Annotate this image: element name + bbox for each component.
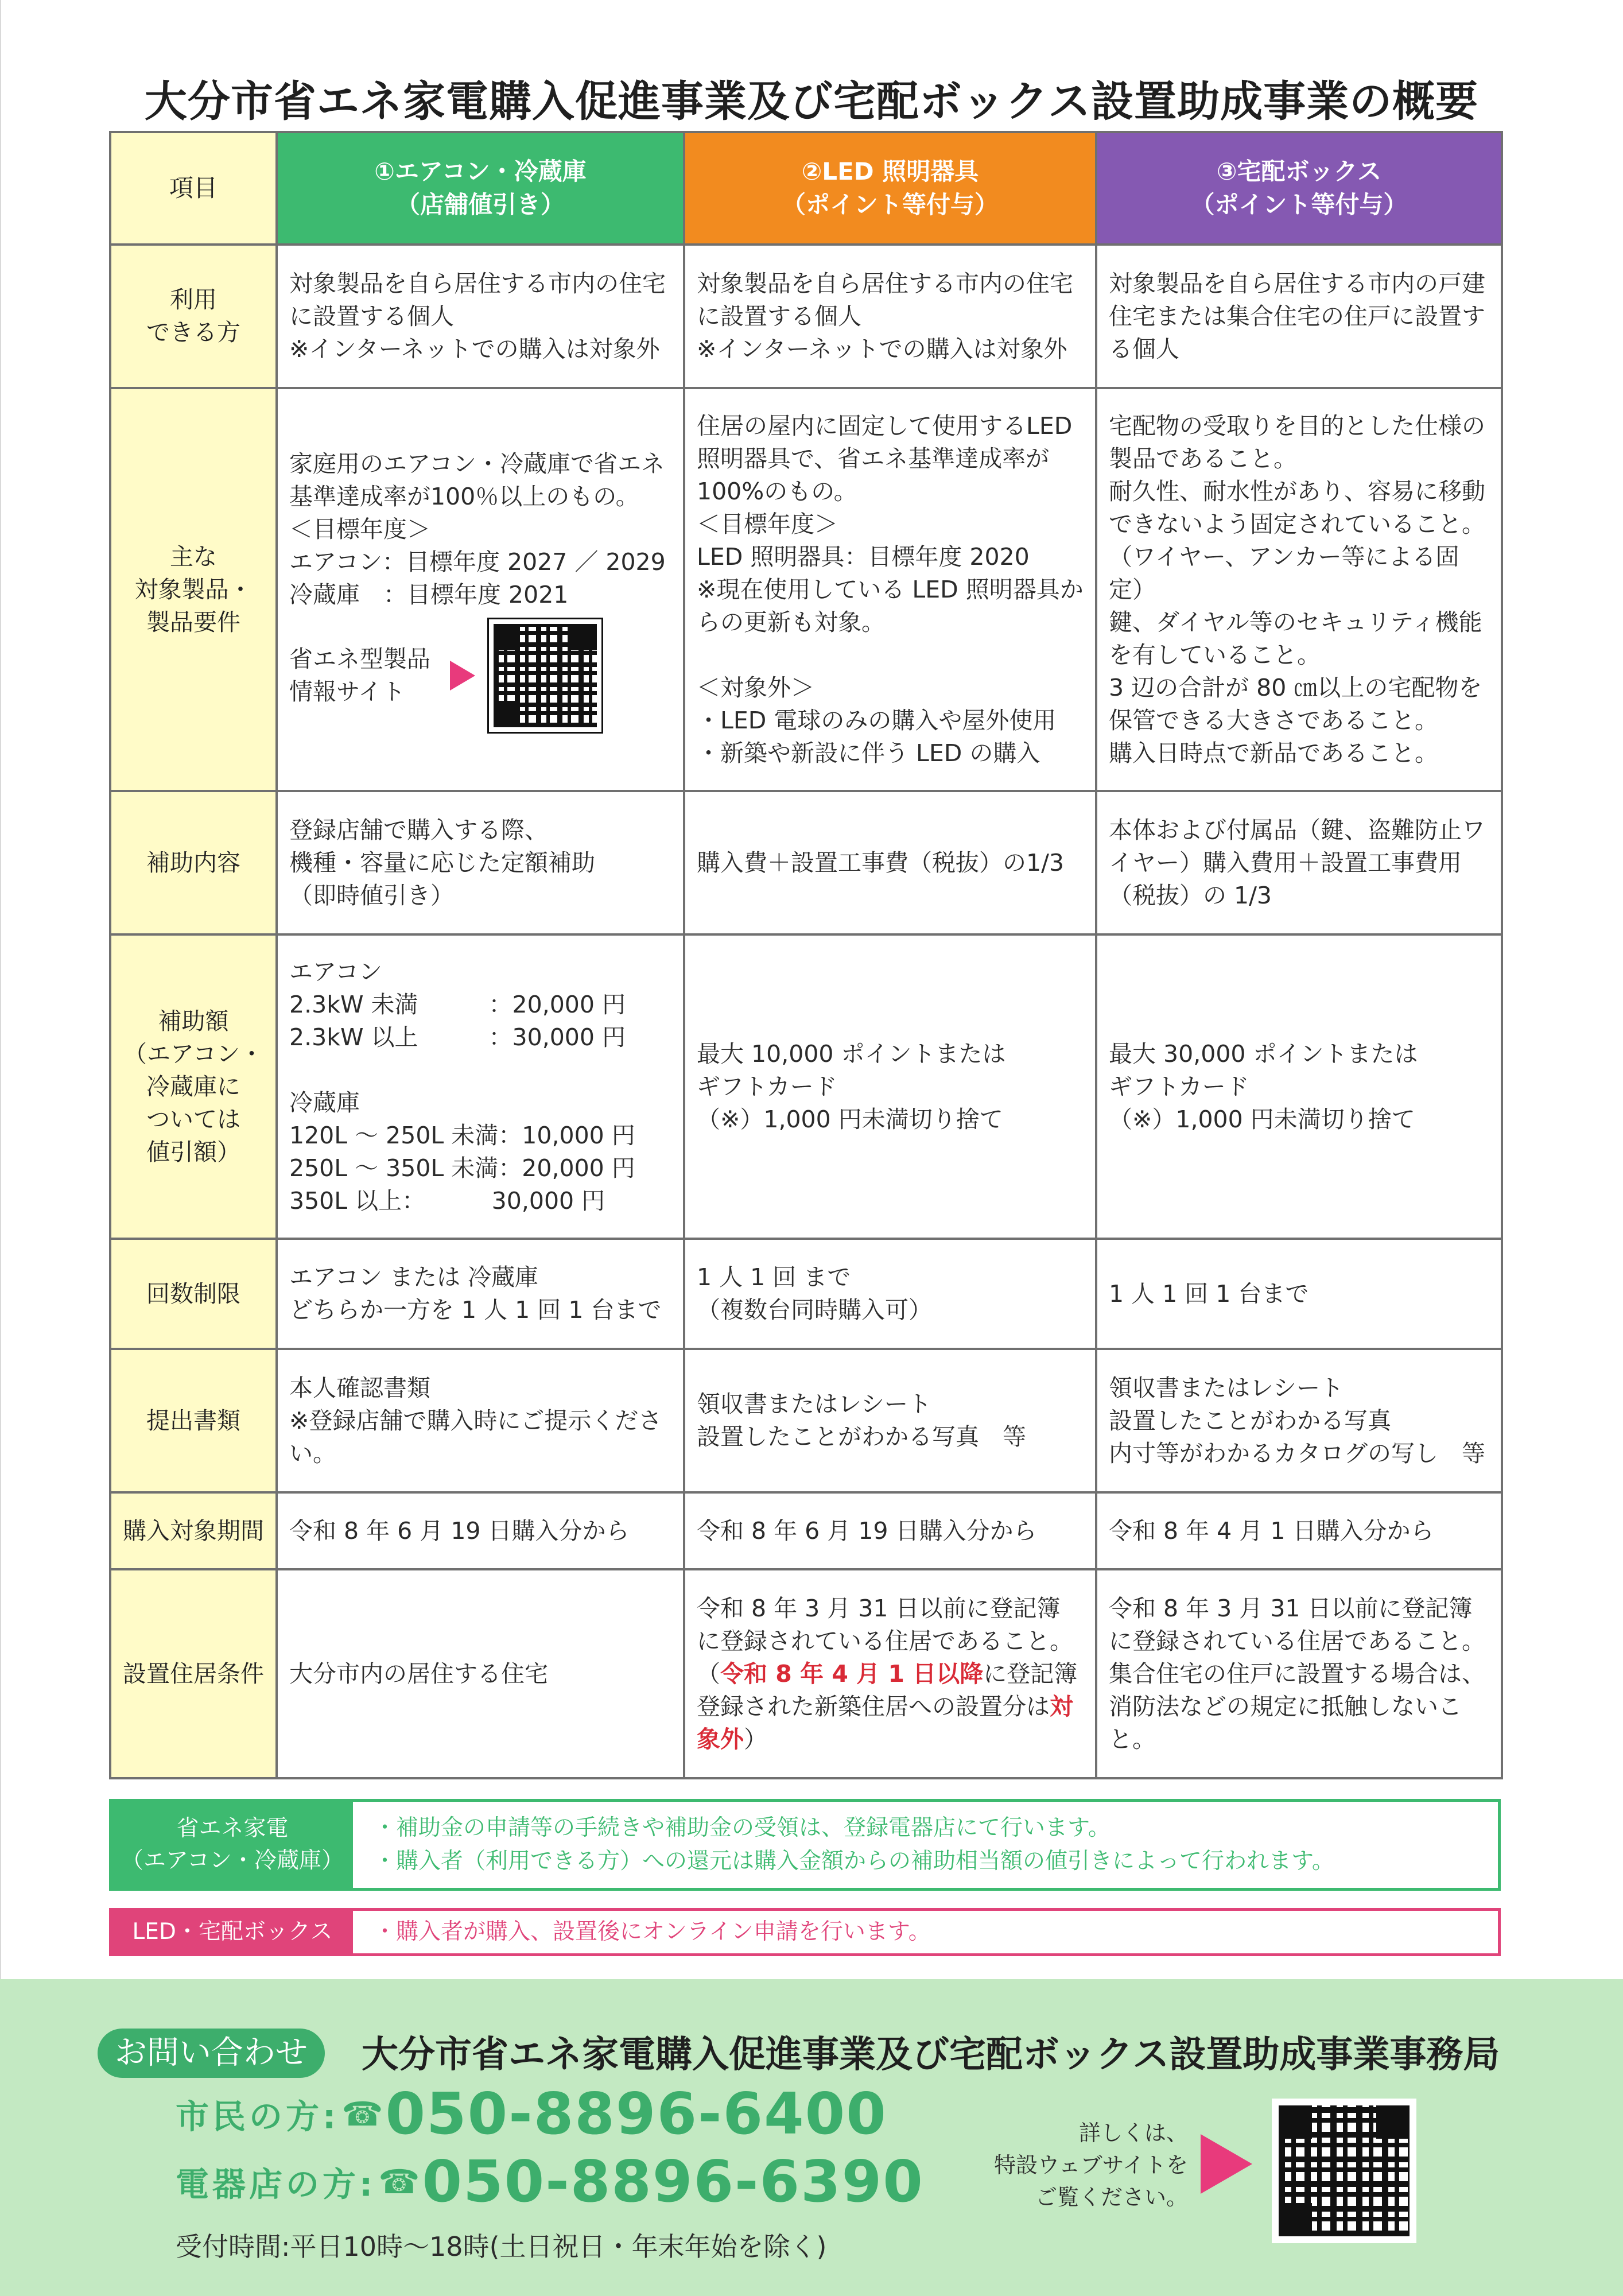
table-row bbox=[110, 388, 1502, 791]
cell-amount-aircon: エアコン 2.3kW 未満 ：20,000 円 2.3kW 以上 ：30,000 円 冷蔵庫 120L ～ 250L 未満：10,000 円 250L ～ 350L 未満：20,000 円 350L 以上： 30,000 円 bbox=[277, 934, 684, 1239]
residence-led-text-c: ） bbox=[744, 1725, 767, 1753]
header-delivery-box: ③宅配ボックス （ポイント等付与） bbox=[1096, 132, 1502, 245]
row-label-limit: 回数制限 bbox=[110, 1239, 277, 1349]
citizen-label: 市民の方: bbox=[176, 2097, 340, 2136]
cell-users-led: 対象製品を自ら居住する市内の住宅に設置する個人 ※インターネットでの購入は対象外 bbox=[684, 245, 1096, 388]
cell-products-box: 宅配物の受取りを目的とした仕様の製品であること。 耐久性、耐水性があり、容易に移動できないよう固定されていること。（ワイヤー、アンカー等による固定） 鍵、ダイヤル等のセキュリティ機能を有していること。 3 辺の合計が 80 ㎝以上の宅配物を保管できる大きさであること。 購入日時点で新品であること。 bbox=[1096, 388, 1502, 791]
note-appliances-tag: 省エネ家電 （エアコン・冷蔵庫） bbox=[112, 1802, 353, 1888]
contact-footer bbox=[0, 1979, 1623, 2296]
cell-documents-led: 領収書またはレシート 設置したことがわかる写真 等 bbox=[684, 1349, 1096, 1492]
cell-period-led: 令和 8 年 6 月 19 日購入分から bbox=[684, 1492, 1096, 1569]
cell-documents-aircon: 本人確認書類 ※登録店舗で購入時にご提示ください。 bbox=[277, 1349, 684, 1492]
table-row bbox=[110, 1492, 1502, 1569]
note-led-box bbox=[109, 1908, 1501, 1956]
row-label-users: 利用 できる方 bbox=[110, 245, 277, 388]
website-prompt: 詳しくは、 特設ウェブサイトを ご覧ください。 bbox=[994, 2120, 1188, 2210]
note-appliances-body bbox=[353, 1802, 1355, 1888]
page-title: 大分市省エネ家電購入促進事業及び宅配ボックス設置助成事業の概要 bbox=[144, 77, 1479, 126]
residence-led-excluded-highlight: 対象外 bbox=[697, 1692, 1073, 1753]
product-info-site-label: 省エネ型製品 情報サイト bbox=[289, 645, 430, 705]
cell-limit-aircon: エアコン または 冷蔵庫 どちらか一方を 1 人 1 回 1 台まで bbox=[277, 1239, 684, 1349]
cell-limit-box: 1 人 1 回 1 台まで bbox=[1096, 1239, 1502, 1349]
cell-subsidy-box: 本体および付属品（鍵、盗難防止ワイヤー）購入費用＋設置工事費用（税抜）の 1/3 bbox=[1096, 791, 1502, 934]
row-label-residence: 設置住居条件 bbox=[110, 1569, 277, 1778]
table-row bbox=[110, 1239, 1502, 1349]
row-label-period: 購入対象期間 bbox=[110, 1492, 277, 1569]
cell-users-aircon: 対象製品を自ら居住する市内の住宅に設置する個人 ※インターネットでの購入は対象外 bbox=[277, 245, 684, 388]
left-edge bbox=[0, 0, 1, 2296]
cell-products-aircon bbox=[277, 388, 684, 791]
phone-icon: ☎ bbox=[378, 2162, 420, 2201]
residence-led-date-highlight: 令和 8 年 4 月 1 日以降 bbox=[720, 1659, 984, 1688]
cell-amount-led: 最大 10,000 ポイントまたは ギフトカード （※）1,000 円未満切り捨て bbox=[684, 934, 1096, 1239]
table-row bbox=[110, 934, 1502, 1239]
store-label: 電器店の方: bbox=[176, 2165, 376, 2204]
header-led: ②LED 照明器具 （ポイント等付与） bbox=[684, 132, 1096, 245]
summary-table bbox=[109, 131, 1503, 1779]
cell-documents-box: 領収書またはレシート 設置したことがわかる写真 内寸等がわかるカタログの写し 等 bbox=[1096, 1349, 1502, 1492]
table-header-row bbox=[110, 132, 1502, 245]
cell-limit-led: 1 人 1 回 まで （複数台同時購入可） bbox=[684, 1239, 1096, 1349]
header-item: 項目 bbox=[110, 132, 277, 245]
cell-residence-led bbox=[684, 1569, 1096, 1778]
cell-period-aircon: 令和 8 年 6 月 19 日購入分から bbox=[277, 1492, 684, 1569]
residence-led-text-a: 令和 8 年 3 月 31 日以前に登記簿に登録されている住居であること。 （ bbox=[697, 1594, 1073, 1688]
store-phone-row[interactable] bbox=[176, 2148, 924, 2215]
header-aircon-fridge: ①エアコン・冷蔵庫 （店舗値引き） bbox=[277, 132, 684, 245]
citizen-phone-row[interactable] bbox=[176, 2080, 887, 2147]
arrow-right-icon bbox=[450, 661, 475, 691]
contact-label: お問い合わせ bbox=[98, 2029, 325, 2078]
cell-subsidy-aircon: 登録店舗で購入する際、 機種・容量に応じた定額補助 （即時値引き） bbox=[277, 791, 684, 934]
cell-products-led: 住居の屋内に固定して使用するLED 照明器具で、省エネ基準達成率が 100%のもの。 ＜目標年度＞ LED 照明器具：目標年度 2020 ※現在使用している LED 照明器具からの更新も対象。 ＜対象外＞ ・LED 電球のみの購入や屋外使用 ・新築や新設に伴う LED の購入 bbox=[684, 388, 1096, 791]
citizen-phone-number[interactable]: 050-8896-6400 bbox=[385, 2080, 887, 2147]
table-row bbox=[110, 1349, 1502, 1492]
note-appliances bbox=[109, 1799, 1501, 1891]
website-qr-code-icon[interactable] bbox=[1272, 2099, 1416, 2243]
note-led-box-body bbox=[353, 1911, 952, 1953]
cell-period-box: 令和 8 年 4 月 1 日購入分から bbox=[1096, 1492, 1502, 1569]
residence-led-text-b: に登記簿登録された新築住居への設置分は bbox=[697, 1659, 1078, 1720]
reception-hours: 受付時間:平日10時～18時(土日祝日・年末年始を除く) bbox=[176, 2231, 827, 2262]
table-row bbox=[110, 245, 1502, 388]
cell-subsidy-led: 購入費＋設置工事費（税抜）の1/3 bbox=[684, 791, 1096, 934]
note-led-box-tag: LED・宅配ボックス bbox=[112, 1911, 353, 1953]
note-appliances-line: ・購入者（利用できる方）への還元は購入金額からの補助相当額の値引きによって行われます。 bbox=[374, 1848, 1334, 1874]
products-aircon-text: 家庭用のエアコン・冷蔵庫で省エネ基準達成率が100％以上のもの。 ＜目標年度＞ エアコン：目標年度 2027 ／ 2029 冷蔵庫 ：目標年度 2021 bbox=[289, 449, 666, 608]
cell-residence-box: 令和 8 年 3 月 31 日以前に登記簿に登録されている住居であること。 集合住宅の住戸に設置する場合は、消防法などの規定に抵触しないこと。 bbox=[1096, 1569, 1502, 1778]
cell-amount-box: 最大 30,000 ポイントまたは ギフトカード （※）1,000 円未満切り捨て bbox=[1096, 934, 1502, 1239]
store-phone-number[interactable]: 050-8896-6390 bbox=[422, 2148, 924, 2215]
phone-icon: ☎ bbox=[341, 2094, 383, 2134]
row-label-subsidy: 補助内容 bbox=[110, 791, 277, 934]
note-appliances-line: ・補助金の申請等の手続きや補助金の受領は、登録電器店にて行います。 bbox=[374, 1815, 1111, 1841]
table-row bbox=[110, 1569, 1502, 1778]
cell-users-box: 対象製品を自ら居住する市内の戸建住宅または集合住宅の住戸に設置する個人 bbox=[1096, 245, 1502, 388]
arrow-right-icon bbox=[1201, 2134, 1252, 2194]
note-led-box-line: ・購入者が購入、設置後にオンライン申請を行います。 bbox=[374, 1919, 931, 1945]
office-name: 大分市省エネ家電購入促進事業及び宅配ボックス設置助成事業事務局 bbox=[362, 2034, 1500, 2076]
qr-code-icon[interactable] bbox=[489, 619, 601, 732]
cell-residence-aircon: 大分市内の居住する住宅 bbox=[277, 1569, 684, 1778]
table-row bbox=[110, 791, 1502, 934]
row-label-documents: 提出書類 bbox=[110, 1349, 277, 1492]
row-label-products: 主な 対象製品・ 製品要件 bbox=[110, 388, 277, 791]
product-info-site-link[interactable] bbox=[289, 619, 671, 732]
row-label-amount: 補助額 （エアコン・ 冷蔵庫に ついては 値引額） bbox=[110, 934, 277, 1239]
